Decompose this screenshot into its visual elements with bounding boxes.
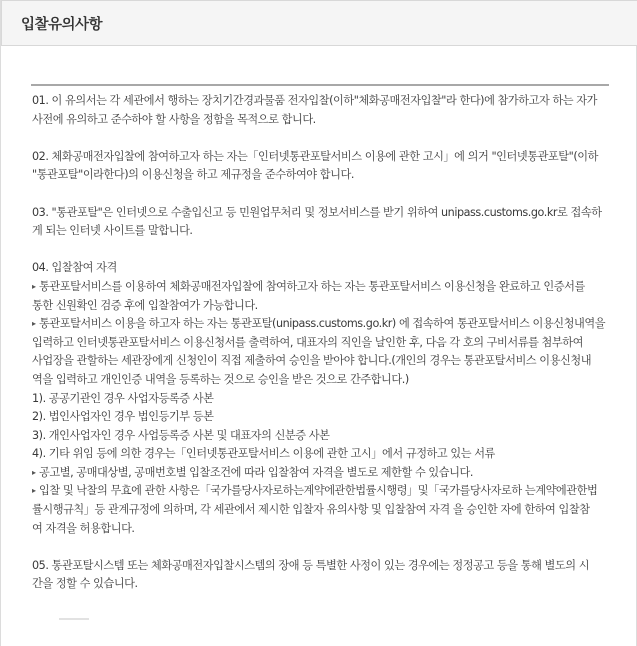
bullet-text: 통관포탈서비스를 이용하여 체화공매전자입찰에 참여하고자 하는 자는 통관포탈서비스 이용신청을 완료하고 인증서를	[39, 279, 585, 293]
bullet-arrow-icon: ▸	[32, 486, 36, 496]
bullet-line	[32, 315, 612, 334]
clause-line: 02. 체화공매전자입찰에 참여하고자 하는 자는「인터넷통관포탈서비스 이용에 관한 고시」에 의거 "인터넷통관포탈"(이하	[32, 149, 598, 163]
clause-line: 05. 통관포탈시스템 또는 체화공매전자입찰시스템의 장애 등 특별한 사정이 있는 경우에는 정정공고 등을 통해 별도의 시	[32, 558, 590, 572]
clause-line: 03. "통관포탈"은 인터넷으로 수출입신고 등 민원업무처리 및 정보서비스를 받기 위하여 unipass.customs.go.kr로 접속하	[32, 205, 602, 219]
notice-content[interactable]	[1, 46, 637, 646]
bullet-arrow-icon: ▸	[32, 319, 36, 329]
page-title: 입찰유의사항	[21, 17, 103, 33]
clause-line: 게 되는 인터넷 사이트를 말합니다.	[32, 224, 193, 238]
clause-04	[32, 259, 612, 538]
bullet-line	[32, 278, 612, 297]
numbered-item: 3). 개인사업자인 경우 사업등록증 사본 및 대표자의 신분증 사본	[32, 428, 330, 442]
numbered-item: 1). 공공기관인 경우 사업자등록증 사본	[32, 391, 214, 405]
clause-05	[32, 557, 612, 594]
numbered-item: 4). 기타 위임 등에 의한 경우는「인터넷통관포탈서비스 이용에 관한 고시」에서 규정하고 있는 서류	[32, 447, 495, 461]
bullet-line	[32, 482, 612, 501]
clause-line: 간을 정할 수 있습니다.	[32, 577, 138, 591]
clause-03	[32, 204, 612, 241]
bullet-line: 입력하고 인터넷통관포탈서비스 이용신청서를 출력하여, 대표자의 직인을 날인한 후, 다음 각 호의 구비서류를 첨부하여	[32, 335, 583, 349]
bullet-line: 통한 신원확인 검증 후에 입찰참여가 가능합니다.	[32, 298, 258, 312]
bullet-text: 통관포탈서비스 이용을 하고자 하는 자는 통관포탈(unipass.customs.go.kr) 에 접속하여 통관포탈서비스 이용신청내역을	[39, 317, 606, 331]
clause-01	[32, 92, 612, 129]
bullet-arrow-icon: ▸	[32, 281, 36, 291]
clause-line: 01. 이 유의서는 각 세관에서 행하는 장치기간경과물품 전자입찰(이하"체화공매전자입찰"라 한다)에 참가하고자 하는 자가	[32, 94, 597, 107]
bullet-arrow-icon: ▸	[32, 467, 36, 477]
panel-header	[1, 0, 637, 46]
notice-text	[32, 92, 612, 594]
clipped-text-fragment	[59, 618, 89, 620]
clause-heading: 04. 입찰참여 자격	[32, 261, 117, 275]
clause-line: 사전에 유의하고 준수하야 할 사항을 정함을 목적으로 합니다.	[32, 112, 316, 126]
clause-line: "통관포탈"이라한다)의 이용신청을 하고 제규정을 준수하여야 합니다.	[32, 168, 354, 182]
bullet-line	[32, 464, 612, 483]
bullet-text: 입찰 및 낙찰의 무효에 관한 사항은「국가를당사자로하는계약에관한법률시행령」및「국가를당사자로하 는계약에관한법	[39, 484, 598, 498]
top-divider	[31, 84, 609, 86]
bullet-line: 여 자격을 허용합니다.	[32, 521, 135, 535]
bullet-text: 공고별, 공매대상별, 공매번호별 입찰조건에 따라 입찰참여 자격을 별도로 제한할 수 있습니다.	[39, 465, 473, 479]
bullet-line: 률시행규칙」등 관계규정에 의하며, 각 세관에서 제시한 입찰자 유의사항 및 입찰참여 자격 을 승인한 자에 한하여 입찰참	[32, 503, 590, 517]
bullet-line: 사업장을 관할하는 세관장에게 신청인이 직접 제출하여 승인을 받아야 합니다.(개인의 경우는 통관포탈서비스 이용신청내	[32, 354, 592, 368]
clause-02	[32, 148, 612, 185]
numbered-item: 2). 법인사업자인 경우 법인등기부 등본	[32, 410, 214, 424]
bullet-line: 역을 입력하고 개인인증 내역을 등록하는 것으로 승인을 받은 것으로 간주합니다.)	[32, 372, 409, 386]
